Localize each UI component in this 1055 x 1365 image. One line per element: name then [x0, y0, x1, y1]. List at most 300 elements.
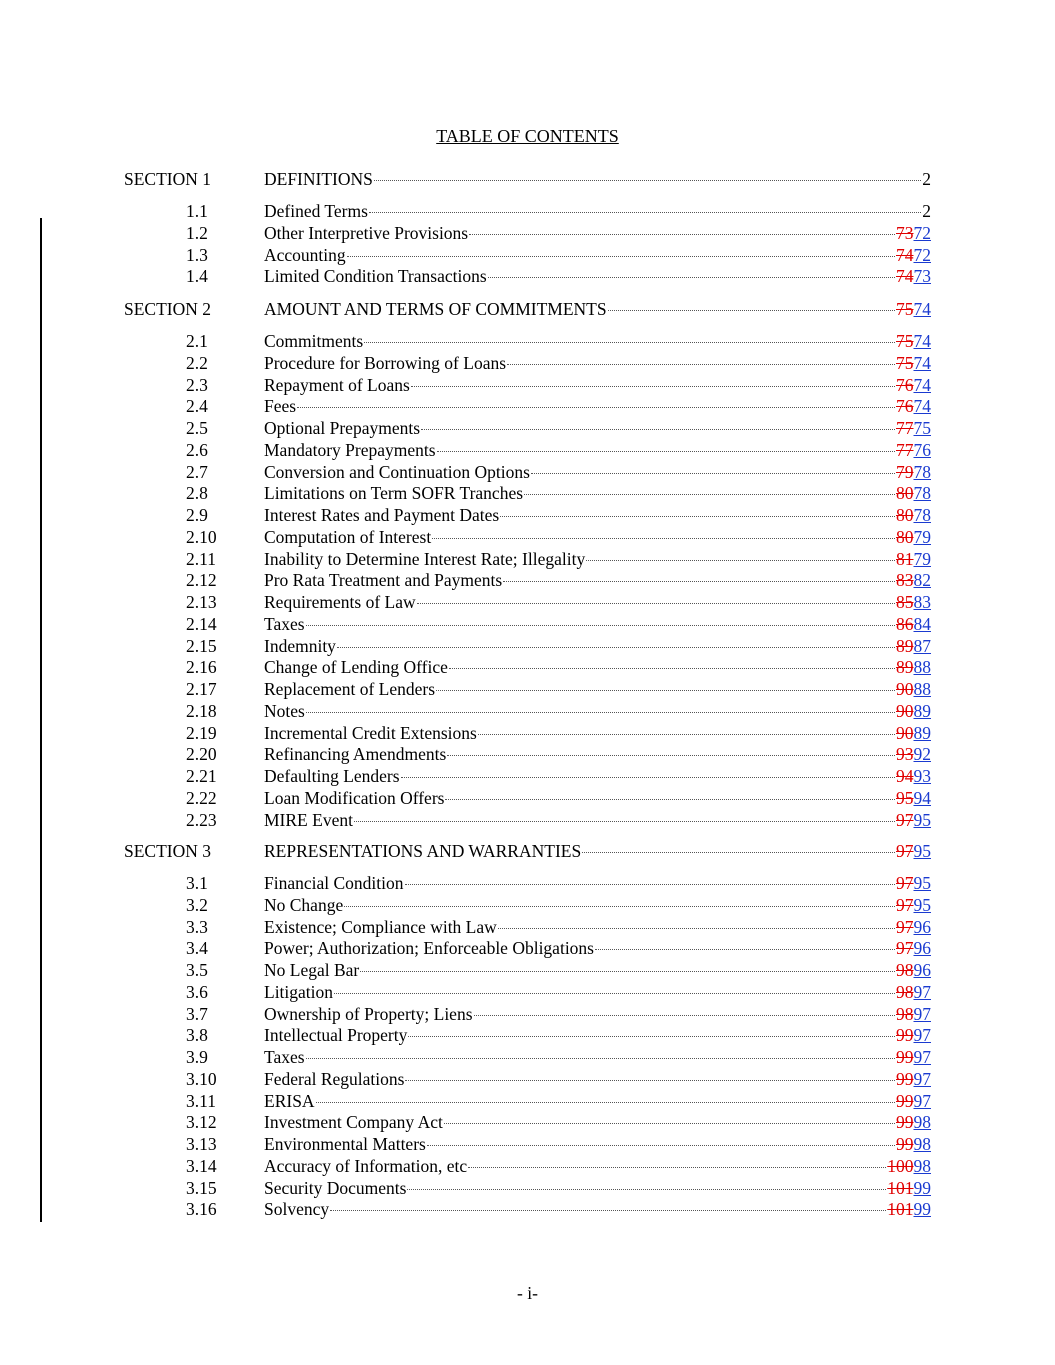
page-reference[interactable]	[887, 1177, 931, 1199]
page-reference[interactable]	[896, 656, 931, 678]
toc-entry-title[interactable]: Ownership of Property; Liens	[264, 1004, 473, 1024]
toc-entry[interactable]	[264, 787, 931, 809]
page-reference[interactable]	[896, 244, 931, 266]
toc-entry-title[interactable]: Other Interpretive Provisions	[264, 223, 469, 243]
inserted-page-number[interactable]: 93	[913, 766, 931, 786]
toc-entry-title[interactable]: Litigation	[264, 982, 334, 1002]
page-reference[interactable]	[896, 1024, 931, 1046]
dot-leader	[474, 1015, 895, 1016]
toc-entry[interactable]	[264, 265, 931, 287]
page-reference[interactable]	[896, 439, 931, 461]
toc-entry[interactable]	[264, 1198, 931, 1220]
toc-entry-title[interactable]: Defaulting Lenders	[264, 766, 400, 786]
deleted-page-number: 97	[896, 810, 914, 830]
toc-entry[interactable]	[264, 840, 931, 862]
dot-leader	[421, 429, 895, 430]
toc-entry-title[interactable]: Environmental Matters	[264, 1134, 426, 1154]
toc-entry-title[interactable]: MIRE Event	[264, 810, 353, 830]
toc-item-row[interactable]	[0, 700, 1055, 722]
subsection-number: 2.22	[186, 788, 217, 808]
toc-item-row[interactable]	[0, 613, 1055, 635]
inserted-page-number[interactable]: 88	[913, 679, 931, 699]
inserted-page-number[interactable]: 73	[913, 266, 931, 286]
toc-entry-title[interactable]: Taxes	[264, 614, 305, 634]
toc-entry-title[interactable]: Loan Modification Offers	[264, 788, 445, 808]
toc-entry[interactable]	[264, 168, 931, 190]
inserted-page-number[interactable]: 72	[913, 245, 931, 265]
toc-entry-title[interactable]: Incremental Credit Extensions	[264, 723, 477, 743]
deleted-page-number: 73	[896, 223, 914, 243]
deleted-page-number: 98	[896, 982, 914, 1002]
inserted-page-number[interactable]: 92	[913, 744, 931, 764]
page-reference[interactable]	[896, 265, 931, 287]
toc-item-row[interactable]	[0, 244, 1055, 266]
page-reference[interactable]	[896, 352, 931, 374]
toc-entry-title[interactable]: Investment Company Act	[264, 1112, 443, 1132]
inserted-page-number[interactable]: 79	[913, 527, 931, 547]
toc-entry[interactable]	[264, 959, 931, 981]
toc-item-row[interactable]	[0, 1068, 1055, 1090]
dot-leader	[427, 1145, 895, 1146]
toc-item-row[interactable]	[0, 981, 1055, 1003]
toc-entry-title[interactable]: Pro Rata Treatment and Payments	[264, 570, 503, 590]
subsection-number: 2.19	[186, 723, 217, 743]
toc-item-row[interactable]	[0, 395, 1055, 417]
deleted-page-number: 101	[887, 1199, 914, 1219]
deleted-page-number: 76	[896, 375, 914, 395]
toc-entry[interactable]	[264, 352, 931, 374]
toc-item-row[interactable]	[0, 548, 1055, 570]
toc-item-row[interactable]	[0, 959, 1055, 981]
deleted-page-number: 99	[896, 1112, 914, 1132]
toc-entry-title[interactable]: Interest Rates and Payment Dates	[264, 505, 500, 525]
page-number[interactable]: 2	[922, 201, 931, 221]
toc-entry[interactable]	[264, 374, 931, 396]
page-reference[interactable]	[896, 374, 931, 396]
toc-item-row[interactable]	[0, 591, 1055, 613]
page-reference[interactable]	[896, 482, 931, 504]
inserted-page-number[interactable]: 97	[913, 1025, 931, 1045]
toc-entry-title[interactable]: Existence; Compliance with Law	[264, 917, 497, 937]
toc-entry-title[interactable]: Security Documents	[264, 1178, 407, 1198]
subsection-number: 2.21	[186, 766, 217, 786]
section-number: SECTION 2	[124, 299, 212, 319]
dot-leader	[417, 603, 895, 604]
inserted-page-number[interactable]: 83	[913, 592, 931, 612]
deleted-page-number: 75	[896, 331, 914, 351]
toc-item-row[interactable]	[0, 787, 1055, 809]
inserted-page-number[interactable]: 96	[913, 917, 931, 937]
inserted-page-number[interactable]: 98	[913, 1112, 931, 1132]
page-reference[interactable]	[896, 722, 931, 744]
inserted-page-number[interactable]: 72	[913, 223, 931, 243]
deleted-page-number: 80	[896, 527, 914, 547]
page-reference[interactable]	[896, 298, 931, 320]
toc-entry[interactable]	[264, 916, 931, 938]
toc-entry[interactable]	[264, 743, 931, 765]
toc-entry[interactable]	[264, 417, 931, 439]
deleted-page-number: 90	[896, 679, 914, 699]
toc-item-row[interactable]	[0, 894, 1055, 916]
page-reference[interactable]	[896, 569, 931, 591]
deleted-page-number: 90	[896, 723, 914, 743]
toc-entry[interactable]	[264, 809, 931, 831]
toc-entry[interactable]	[264, 765, 931, 787]
toc-entry-title[interactable]: Solvency	[264, 1199, 330, 1219]
toc-entry[interactable]	[264, 569, 931, 591]
subsection-number: 1.1	[186, 201, 208, 221]
toc-entry-title[interactable]: Change of Lending Office	[264, 657, 448, 677]
inserted-page-number[interactable]: 97	[913, 1004, 931, 1024]
dot-leader	[488, 277, 895, 278]
page-reference[interactable]	[896, 894, 931, 916]
subsection-number: 1.3	[186, 245, 208, 265]
deleted-page-number: 79	[896, 462, 914, 482]
inserted-page-number[interactable]: 97	[913, 1091, 931, 1111]
toc-item-row[interactable]	[0, 1198, 1055, 1220]
inserted-page-number[interactable]: 75	[913, 418, 931, 438]
page-reference[interactable]	[896, 872, 931, 894]
toc-item-row[interactable]	[0, 1090, 1055, 1112]
section-number: SECTION 1	[124, 169, 212, 189]
inserted-page-number[interactable]: 97	[913, 1047, 931, 1067]
deleted-page-number: 76	[896, 396, 914, 416]
dot-leader	[437, 451, 895, 452]
toc-entry[interactable]	[264, 330, 931, 352]
page-reference[interactable]	[896, 504, 931, 526]
dot-leader	[337, 647, 895, 648]
deleted-page-number: 80	[896, 505, 914, 525]
inserted-page-number[interactable]: 78	[913, 505, 931, 525]
toc-entry-title[interactable]: Defined Terms	[264, 201, 368, 221]
toc-entry-title[interactable]: REPRESENTATIONS AND WARRANTIES	[264, 841, 582, 861]
toc-item-row[interactable]	[0, 526, 1055, 548]
deleted-page-number: 90	[896, 701, 914, 721]
page-reference[interactable]	[896, 937, 931, 959]
toc-entry-title[interactable]: Financial Condition	[264, 873, 404, 893]
toc-item-row[interactable]	[0, 1024, 1055, 1046]
inserted-page-number[interactable]: 96	[913, 938, 931, 958]
toc-entry-title[interactable]: No Change	[264, 895, 344, 915]
toc-entry[interactable]	[264, 1046, 931, 1068]
page-reference[interactable]	[896, 461, 931, 483]
page-reference[interactable]	[922, 168, 931, 190]
toc-item-row[interactable]	[0, 461, 1055, 483]
subsection-number: 3.6	[186, 982, 208, 1002]
subsection-number: 3.2	[186, 895, 208, 915]
inserted-page-number[interactable]: 74	[913, 375, 931, 395]
page-reference[interactable]	[896, 1111, 931, 1133]
toc-entry-title[interactable]: Accounting	[264, 245, 346, 265]
toc-item-row[interactable]	[0, 504, 1055, 526]
inserted-page-number[interactable]: 74	[913, 353, 931, 373]
toc-entry[interactable]	[264, 1090, 931, 1112]
toc-section-row[interactable]	[0, 840, 1055, 862]
inserted-page-number[interactable]: 82	[913, 570, 931, 590]
subsection-number: 2.4	[186, 396, 208, 416]
page-reference[interactable]	[896, 417, 931, 439]
page-reference[interactable]	[896, 395, 931, 417]
toc-item-row[interactable]	[0, 417, 1055, 439]
page-reference[interactable]	[896, 1068, 931, 1090]
dot-leader	[401, 777, 895, 778]
page-reference[interactable]	[896, 548, 931, 570]
subsection-number: 2.9	[186, 505, 208, 525]
deleted-page-number: 99	[896, 1069, 914, 1089]
toc-entry[interactable]	[264, 1003, 931, 1025]
toc-section-row[interactable]	[0, 168, 1055, 190]
toc-item-row[interactable]	[0, 1133, 1055, 1155]
toc-entry[interactable]	[264, 1155, 931, 1177]
toc-item-row[interactable]	[0, 222, 1055, 244]
toc-item-row[interactable]	[0, 809, 1055, 831]
subsection-number: 1.2	[186, 223, 208, 243]
dot-leader	[469, 234, 895, 235]
toc-entry[interactable]	[264, 700, 931, 722]
toc-item-row[interactable]	[0, 872, 1055, 894]
inserted-page-number[interactable]: 79	[913, 549, 931, 569]
inserted-page-number[interactable]: 99	[913, 1199, 931, 1219]
dot-leader	[444, 1123, 895, 1124]
page-reference[interactable]	[922, 200, 931, 222]
dot-leader	[498, 928, 895, 929]
deleted-page-number: 100	[887, 1156, 914, 1176]
toc-item-row[interactable]	[0, 352, 1055, 374]
toc-entry[interactable]	[264, 591, 931, 613]
subsection-number: 3.10	[186, 1069, 217, 1089]
deleted-page-number: 97	[896, 938, 914, 958]
toc-entry[interactable]	[264, 678, 931, 700]
inserted-page-number[interactable]: 95	[913, 841, 931, 861]
page-reference[interactable]	[896, 330, 931, 352]
deleted-page-number: 93	[896, 744, 914, 764]
subsection-number: 2.17	[186, 679, 217, 699]
deleted-page-number: 101	[887, 1178, 914, 1198]
inserted-page-number[interactable]: 98	[913, 1156, 931, 1176]
inserted-page-number[interactable]: 95	[913, 873, 931, 893]
inserted-page-number[interactable]: 96	[913, 960, 931, 980]
inserted-page-number[interactable]: 88	[913, 657, 931, 677]
toc-entry[interactable]	[264, 461, 931, 483]
toc-entry-title[interactable]: Indemnity	[264, 636, 336, 656]
page-reference[interactable]	[896, 809, 931, 831]
toc-entry-title[interactable]: Conversion and Continuation Options	[264, 462, 530, 482]
toc-entry[interactable]	[264, 482, 931, 504]
toc-item-row[interactable]	[0, 330, 1055, 352]
deleted-page-number: 77	[896, 440, 914, 460]
toc-item-row[interactable]	[0, 439, 1055, 461]
page-reference[interactable]	[896, 743, 931, 765]
dot-leader	[297, 407, 895, 408]
page-reference[interactable]	[896, 635, 931, 657]
toc-entry-title[interactable]: No Legal Bar	[264, 960, 360, 980]
page-reference[interactable]	[896, 765, 931, 787]
toc-item-row[interactable]	[0, 678, 1055, 700]
page-reference[interactable]	[896, 222, 931, 244]
page-reference[interactable]	[896, 981, 931, 1003]
toc-entry-title[interactable]: Notes	[264, 701, 305, 721]
toc-item-row[interactable]	[0, 916, 1055, 938]
inserted-page-number[interactable]: 78	[913, 483, 931, 503]
dot-leader	[316, 1102, 895, 1103]
inserted-page-number[interactable]: 89	[913, 701, 931, 721]
toc-entry-title[interactable]: Commitments	[264, 331, 364, 351]
toc-entry[interactable]	[264, 244, 931, 266]
toc-entry-title[interactable]: Limitations on Term SOFR Tranches	[264, 483, 524, 503]
deleted-page-number: 98	[896, 1004, 914, 1024]
toc-entry-title[interactable]: Replacement of Lenders	[264, 679, 436, 699]
page-reference[interactable]	[896, 613, 931, 635]
toc-entry[interactable]	[264, 200, 931, 222]
toc-entry-title[interactable]: Requirements of Law	[264, 592, 416, 612]
page-reference[interactable]	[896, 959, 931, 981]
page-reference[interactable]	[896, 1003, 931, 1025]
toc-entry[interactable]	[264, 613, 931, 635]
page-number[interactable]: 2	[922, 169, 931, 189]
deleted-page-number: 97	[896, 917, 914, 937]
dot-leader	[503, 581, 895, 582]
inserted-page-number[interactable]: 76	[913, 440, 931, 460]
toc-entry[interactable]	[264, 722, 931, 744]
page-reference[interactable]	[896, 591, 931, 613]
toc-item-row[interactable]	[0, 765, 1055, 787]
toc-entry-title[interactable]: DEFINITIONS	[264, 169, 373, 189]
inserted-page-number[interactable]: 74	[913, 396, 931, 416]
toc-entry[interactable]	[264, 656, 931, 678]
toc-entry[interactable]	[264, 635, 931, 657]
inserted-page-number[interactable]: 74	[913, 331, 931, 351]
inserted-page-number[interactable]: 97	[913, 1069, 931, 1089]
toc-entry[interactable]	[264, 894, 931, 916]
inserted-page-number[interactable]: 94	[913, 788, 931, 808]
toc-entry-title[interactable]: Repayment of Loans	[264, 375, 410, 395]
deleted-page-number: 97	[896, 873, 914, 893]
toc-entry[interactable]	[264, 395, 931, 417]
toc-item-row[interactable]	[0, 1177, 1055, 1199]
toc-item-row[interactable]	[0, 937, 1055, 959]
toc-item-row[interactable]	[0, 569, 1055, 591]
toc-entry-title[interactable]: ERISA	[264, 1091, 315, 1111]
toc-entry[interactable]	[264, 1024, 931, 1046]
page-reference[interactable]	[896, 1133, 931, 1155]
dot-leader	[360, 971, 895, 972]
toc-entry[interactable]	[264, 981, 931, 1003]
toc-entry-title[interactable]: Limited Condition Transactions	[264, 266, 487, 286]
page-reference[interactable]	[896, 1090, 931, 1112]
page-reference[interactable]	[896, 916, 931, 938]
subsection-number: 3.7	[186, 1004, 208, 1024]
toc-item-row[interactable]	[0, 635, 1055, 657]
deleted-page-number: 80	[896, 483, 914, 503]
dot-leader	[306, 712, 895, 713]
page-reference[interactable]	[896, 526, 931, 548]
page-reference[interactable]	[896, 678, 931, 700]
toc-entry[interactable]	[264, 222, 931, 244]
revision-change-bar	[40, 218, 42, 1222]
toc-entry-title[interactable]: Computation of Interest	[264, 527, 432, 547]
dot-leader	[447, 755, 895, 756]
page-reference[interactable]	[896, 700, 931, 722]
toc-entry-title[interactable]: Mandatory Prepayments	[264, 440, 436, 460]
subsection-number: 2.3	[186, 375, 208, 395]
toc-entry-title[interactable]: Procedure for Borrowing of Loans	[264, 353, 507, 373]
inserted-page-number[interactable]: 95	[913, 810, 931, 830]
deleted-page-number: 99	[896, 1025, 914, 1045]
toc-entry-title[interactable]: Refinancing Amendments	[264, 744, 447, 764]
toc-entry-title[interactable]: Intellectual Property	[264, 1025, 408, 1045]
inserted-page-number[interactable]: 98	[913, 1134, 931, 1154]
toc-entry[interactable]	[264, 439, 931, 461]
toc-item-row[interactable]	[0, 1046, 1055, 1068]
inserted-page-number[interactable]: 74	[913, 299, 931, 319]
deleted-page-number: 83	[896, 570, 914, 590]
toc-section-row[interactable]	[0, 298, 1055, 320]
toc-entry[interactable]	[264, 504, 931, 526]
toc-item-row[interactable]	[0, 374, 1055, 396]
page-reference[interactable]	[887, 1198, 931, 1220]
toc-item-row[interactable]	[0, 200, 1055, 222]
dot-leader	[405, 884, 895, 885]
page-reference[interactable]	[896, 840, 931, 862]
subsection-number: 2.10	[186, 527, 217, 547]
toc-entry[interactable]	[264, 548, 931, 570]
dot-leader	[330, 1210, 886, 1211]
toc-item-row[interactable]	[0, 265, 1055, 287]
subsection-number: 1.4	[186, 266, 208, 286]
toc-entry[interactable]	[264, 526, 931, 548]
toc-entry-title[interactable]: Inability to Determine Interest Rate; Illegality	[264, 549, 586, 569]
toc-entry-title[interactable]: AMOUNT AND TERMS OF COMMITMENTS	[264, 299, 607, 319]
toc-item-row[interactable]	[0, 656, 1055, 678]
toc-item-row[interactable]	[0, 722, 1055, 744]
subsection-number: 3.1	[186, 873, 208, 893]
dot-leader	[468, 1167, 886, 1168]
toc-entry[interactable]	[264, 298, 931, 320]
toc-entry[interactable]	[264, 1177, 931, 1199]
toc-item-row[interactable]	[0, 743, 1055, 765]
inserted-page-number[interactable]: 78	[913, 462, 931, 482]
inserted-page-number[interactable]: 99	[913, 1178, 931, 1198]
toc-entry-title[interactable]: Taxes	[264, 1047, 305, 1067]
page-reference[interactable]	[896, 787, 931, 809]
toc-entry-title[interactable]: Optional Prepayments	[264, 418, 421, 438]
toc-entry-title[interactable]: Federal Regulations	[264, 1069, 405, 1089]
toc-entry[interactable]	[264, 1133, 931, 1155]
toc-entry-title[interactable]: Fees	[264, 396, 297, 416]
toc-entry-title[interactable]: Power; Authorization; Enforceable Obligations	[264, 938, 594, 958]
inserted-page-number[interactable]: 84	[913, 614, 931, 634]
dot-leader	[586, 560, 895, 561]
subsection-number: 2.15	[186, 636, 217, 656]
toc-item-row[interactable]	[0, 1003, 1055, 1025]
toc-item-row[interactable]	[0, 1155, 1055, 1177]
toc-entry[interactable]	[264, 1068, 931, 1090]
toc-entry-title[interactable]: Accuracy of Information, etc	[264, 1156, 468, 1176]
inserted-page-number[interactable]: 97	[913, 982, 931, 1002]
page-reference[interactable]	[896, 1046, 931, 1068]
inserted-page-number[interactable]: 89	[913, 723, 931, 743]
toc-entry[interactable]	[264, 1111, 931, 1133]
inserted-page-number[interactable]: 95	[913, 895, 931, 915]
inserted-page-number[interactable]: 87	[913, 636, 931, 656]
page-reference[interactable]	[887, 1155, 931, 1177]
toc-entry[interactable]	[264, 872, 931, 894]
toc-item-row[interactable]	[0, 1111, 1055, 1133]
deleted-page-number: 75	[896, 353, 914, 373]
toc-entry[interactable]	[264, 937, 931, 959]
toc-item-row[interactable]	[0, 482, 1055, 504]
dot-leader	[411, 386, 895, 387]
